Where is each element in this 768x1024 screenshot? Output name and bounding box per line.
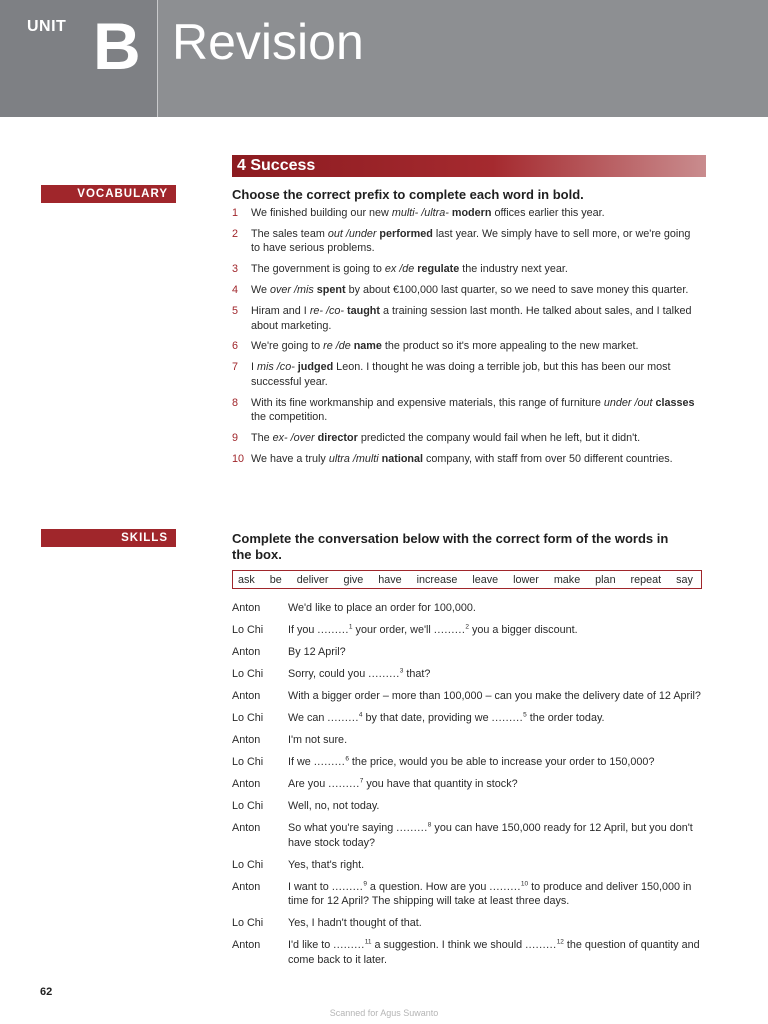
item-number: 2 (232, 227, 239, 240)
item-text: We finished building our new (251, 207, 392, 219)
item-text: The sales team (251, 227, 328, 240)
box-word: lower (513, 573, 539, 586)
speaker-name: Lo Chi (232, 858, 264, 871)
gap-blank: ......... (433, 624, 466, 636)
box-word: give (343, 573, 364, 586)
item-text: the product so it's more appealing to the new market. (381, 340, 639, 353)
line-text: Are you (288, 778, 329, 790)
vocabulary-item (232, 262, 702, 277)
speaker-name: Lo Chi (232, 668, 264, 680)
bold-word: taught (344, 305, 380, 318)
conversation-row (232, 733, 707, 748)
page-number: 62 (40, 986, 53, 998)
item-text: I (251, 361, 257, 374)
conversation-line (288, 689, 707, 704)
item-number: 4 (232, 284, 239, 297)
line-text: If you (288, 624, 318, 636)
conversation-row (232, 858, 707, 873)
line-text: by that date, providing we (362, 712, 492, 724)
gap-blank: ......... (331, 880, 364, 893)
item-text: last year. We simply have to sell more, or we're going to have serious problems. (251, 227, 691, 255)
speaker-name: Lo Chi (232, 712, 264, 724)
line-text: a question. How are you (366, 880, 490, 893)
vocabulary-item (232, 396, 702, 425)
item-number: 3 (232, 263, 239, 276)
vocabulary-label: VOCABULARY (41, 185, 176, 203)
line-text: the price, would you be able to increase your order to 150,000? (348, 756, 655, 768)
conversation-line (288, 711, 707, 726)
line-text: you can have 150,000 ready for 12 April, but you don't have stock today? (288, 822, 693, 849)
line-text: I'm not sure. (288, 734, 348, 746)
conversation-row (232, 601, 707, 616)
speaker-name: Anton (232, 602, 261, 614)
box-word: have (378, 573, 402, 586)
bold-word: performed (376, 227, 433, 240)
prefix-options: ultra /multi (328, 453, 379, 466)
gap-number: 9 (363, 879, 367, 887)
skills-label: SKILLS (41, 529, 176, 547)
prefix-options: ex /de (384, 263, 415, 276)
gap-blank: ......... (313, 756, 346, 768)
bold-word: classes (652, 396, 695, 409)
section-title: 4 Success (237, 157, 316, 174)
gap-number: 7 (359, 777, 364, 785)
conversation-row (232, 689, 707, 704)
item-text: We (251, 284, 270, 297)
gap-number: 1 (348, 623, 353, 631)
item-number: 8 (232, 396, 239, 409)
item-text: With its fine workmanship and expensive materials, this range of furniture (251, 396, 604, 409)
gap-number: 11 (364, 938, 372, 946)
line-text: I want to (288, 880, 332, 893)
item-text: Leon. I thought he was doing a terrible job, but this has been our most successful year. (251, 361, 671, 388)
speaker-name: Lo Chi (232, 756, 264, 768)
conversation-row (232, 916, 707, 931)
bold-word: name (350, 340, 382, 353)
gap-blank: ......... (333, 939, 365, 951)
speaker-name: Anton (232, 880, 261, 893)
gap-number: 6 (345, 755, 349, 763)
conversation-row (232, 880, 707, 909)
item-text: The government is going to (251, 263, 385, 276)
skills-instruction: Complete the conversation below with the correct form of the words in the box. (232, 531, 669, 562)
item-text: a training session last month. He talked about sales, and I talked about marketing. (251, 305, 692, 332)
box-word: deliver (296, 573, 329, 586)
gap-blank: ......... (368, 668, 400, 680)
vocabulary-list (232, 206, 702, 473)
conversation-line (288, 623, 707, 638)
speaker-name: Lo Chi (232, 917, 264, 929)
word-box (232, 570, 702, 589)
bold-word: director (314, 432, 358, 445)
conversation (232, 601, 707, 975)
line-text: So what you're saying (288, 822, 397, 834)
line-text: your order, we'll (352, 624, 434, 636)
prefix-options: multi- /ultra- (391, 207, 449, 219)
item-text: We're going to (251, 340, 324, 353)
gap-number: 12 (556, 938, 564, 946)
conversation-line (288, 667, 707, 682)
gap-number: 3 (399, 667, 404, 675)
conversation-row (232, 938, 707, 967)
line-text: the order today. (526, 712, 605, 724)
line-text: I'd like to (288, 939, 334, 951)
item-text: predicted the company would fail when he left, but it didn't. (357, 432, 641, 445)
speaker-name: Lo Chi (232, 624, 264, 636)
item-number: 10 (232, 453, 245, 466)
line-text: Well, no, not today. (288, 800, 380, 812)
footer-text: Scanned for Agus Suwanto (329, 1008, 439, 1018)
gap-number: 4 (358, 711, 363, 719)
item-text: offices earlier this year. (491, 207, 605, 219)
gap-blank: ......... (396, 822, 428, 834)
item-number: 6 (232, 340, 239, 353)
item-text: We have a truly (251, 453, 329, 466)
vocabulary-item (232, 360, 702, 389)
box-word: say (676, 573, 693, 586)
speaker-name: Lo Chi (232, 800, 264, 812)
prefix-options: mis /co- (257, 361, 295, 374)
vocabulary-item (232, 283, 702, 298)
conversation-line (288, 821, 707, 850)
gap-blank: ......... (489, 880, 521, 893)
gap-number: 8 (427, 821, 432, 829)
line-text: If we (288, 756, 314, 768)
item-text: by about €100,000 last quarter, so we need to save money this quarter. (345, 284, 689, 297)
conversation-row (232, 645, 707, 660)
conversation-line (288, 755, 707, 770)
conversation-line (288, 601, 707, 616)
unit-header (0, 0, 768, 117)
conversation-line (288, 733, 707, 748)
conversation-line (288, 858, 707, 873)
bold-word: spent (313, 284, 346, 297)
item-number: 1 (232, 207, 239, 219)
conversation-line (288, 777, 707, 792)
gap-blank: ......... (317, 624, 349, 636)
vocabulary-item (232, 206, 702, 221)
line-text: We'd like to place an order for 100,000. (288, 602, 476, 614)
item-text: the competition. (251, 411, 328, 424)
line-text: Yes, that's right. (288, 858, 365, 871)
conversation-row (232, 755, 707, 770)
speaker-name: Anton (232, 822, 261, 834)
conversation-line (288, 645, 707, 660)
item-number: 5 (232, 305, 239, 318)
prefix-options: re /de (323, 340, 351, 353)
item-number: 9 (232, 432, 239, 445)
conversation-row (232, 623, 707, 638)
speaker-name: Anton (232, 690, 261, 702)
prefix-options: over /mis (270, 284, 314, 297)
gap-number: 2 (465, 623, 469, 631)
line-text: a suggestion. I think we should (371, 939, 526, 951)
box-word: leave (472, 573, 499, 586)
gap-number: 10 (520, 879, 529, 887)
conversation-line (288, 799, 707, 814)
vocabulary-item (232, 227, 702, 256)
box-word: be (269, 573, 282, 586)
speaker-name: Anton (232, 778, 261, 790)
line-text: With a bigger order – more than 100,000 – can you make the delivery date of 12 April? (288, 690, 701, 702)
vocabulary-instruction: Choose the correct prefix to complete each word in bold. (232, 187, 584, 202)
gap-blank: ......... (327, 712, 359, 724)
gap-blank: ......... (328, 778, 360, 790)
gap-number: 5 (523, 711, 527, 719)
gap-blank: ......... (525, 939, 557, 951)
conversation-row (232, 777, 707, 792)
conversation-line (288, 938, 707, 967)
line-text: you a bigger discount. (468, 624, 578, 636)
line-text: you have that quantity in stock? (363, 778, 518, 790)
item-text: The (251, 432, 273, 445)
unit-label: UNIT (27, 18, 67, 35)
conversation-row (232, 799, 707, 814)
conversation-line (288, 916, 707, 931)
box-word: make (553, 573, 581, 586)
vocabulary-item (232, 431, 702, 446)
prefix-options: ex- /over (272, 432, 315, 445)
conversation-line (288, 880, 707, 909)
box-word: increase (416, 573, 458, 586)
prefix-options: out /under (327, 227, 377, 240)
conversation-row (232, 711, 707, 726)
line-text: Yes, I hadn't thought of that. (288, 917, 422, 929)
conversation-row (232, 821, 707, 850)
bold-word: modern (448, 207, 492, 219)
vocabulary-item (232, 304, 702, 333)
conversation-row (232, 667, 707, 682)
box-word: ask (238, 573, 255, 586)
line-text: By 12 April? (288, 646, 346, 658)
speaker-name: Anton (232, 646, 261, 658)
page-title: Revision (172, 14, 364, 70)
bold-word: judged (294, 361, 334, 374)
box-word: plan (595, 573, 616, 586)
line-text: We can (288, 712, 328, 724)
line-text: to produce and deliver 150,000 in time for 12 April? The shipping will take at least three days. (288, 880, 692, 907)
bold-word: regulate (414, 263, 460, 276)
unit-letter: B (93, 9, 141, 83)
vocabulary-item (232, 452, 702, 467)
bold-word: national (378, 453, 424, 466)
prefix-options: re- /co- (309, 305, 345, 318)
item-text: Hiram and I (251, 305, 310, 318)
gap-blank: ......... (491, 712, 524, 724)
line-text: the question of quantity and come back to it later. (288, 939, 700, 966)
box-word: repeat (630, 573, 662, 586)
line-text: that? (403, 668, 431, 680)
speaker-name: Anton (232, 734, 261, 746)
item-number: 7 (232, 361, 239, 374)
section-title-bar (232, 155, 706, 177)
item-text: the industry next year. (459, 263, 568, 276)
line-text: Sorry, could you (288, 668, 369, 680)
vocabulary-item (232, 339, 702, 354)
item-text: company, with staff from over 50 different countries. (423, 453, 673, 466)
prefix-options: under /out (603, 396, 653, 409)
unit-badge (0, 0, 158, 117)
speaker-name: Anton (232, 939, 261, 951)
